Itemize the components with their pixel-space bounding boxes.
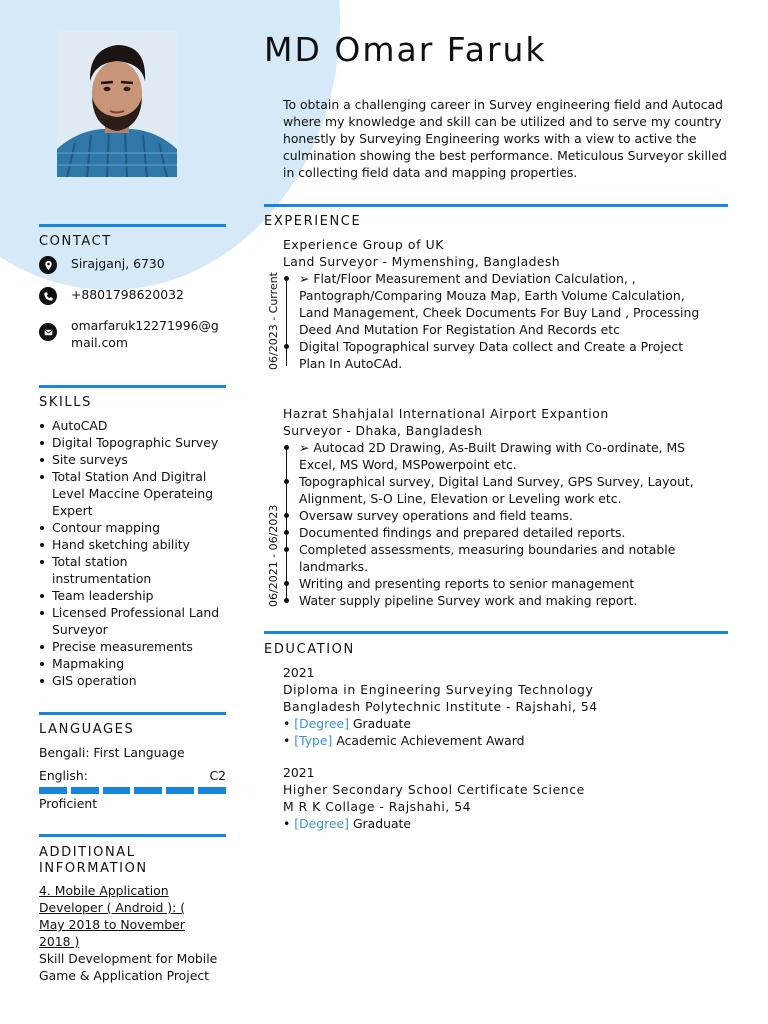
language-bar-segment [103, 787, 131, 794]
contact-location [39, 256, 165, 274]
job-line: Water supply pipeline Survey work and making report. [299, 593, 638, 608]
job-description [299, 270, 729, 372]
job-description [299, 439, 729, 609]
timeline-dot [284, 445, 289, 450]
contact-email [39, 317, 219, 351]
education-year: 2021 [283, 765, 315, 780]
skill-item: Contour mapping [39, 519, 226, 536]
timeline-dot [284, 530, 289, 535]
education-tag-value: Graduate [349, 816, 412, 831]
languages-title: LANGUAGES [39, 722, 135, 737]
phone-icon [39, 287, 57, 305]
education-school: M R K Collage - Rajshahi, 54 [283, 799, 472, 814]
skill-item: AutoCAD [39, 417, 226, 434]
skills-list [39, 417, 226, 689]
education-entry [283, 764, 728, 832]
language-english-label: English: [39, 768, 88, 783]
education-tag-label: [Degree] [294, 816, 350, 831]
education-tag-row [283, 715, 728, 732]
language-english-desc: Proficient [39, 796, 98, 811]
education-tag-label: [Type] [294, 733, 333, 748]
education-divider [264, 631, 728, 634]
job-role: Land Surveyor - Mymenshing, Bangladesh [283, 254, 561, 269]
education-tag-row [283, 815, 728, 832]
job-line: Writing and presenting reports to senior management [299, 576, 635, 591]
education-degree: Higher Secondary School Certificate Science [283, 782, 585, 797]
contact-phone [39, 287, 184, 305]
education-title: EDUCATION [264, 642, 355, 657]
job-company: Hazrat Shahjalal International Airport Expantion [283, 406, 609, 421]
timeline-dot [284, 276, 289, 281]
additional-link-line[interactable]: Developer ( Android ): ( [39, 900, 186, 915]
additional-link-line[interactable]: 4. Mobile Application [39, 883, 169, 898]
contact-title: CONTACT [39, 234, 112, 249]
career-objective: To obtain a challenging career in Survey engineering field and Autocad where my knowledge and skill can be utilized and to serve my country honestly by Surveying Engineering works with a view to active the culmination showing the best performance. Meticulous Surveyor skilled in collecting field data and mapping properties. [283, 97, 727, 180]
bullet-dot: • [283, 716, 295, 731]
timeline-dot [284, 479, 289, 484]
experience-divider [264, 204, 728, 207]
language-bar-segment [134, 787, 162, 794]
languages-divider [39, 712, 226, 715]
education-tag-value: Graduate [349, 716, 412, 731]
job-line: Plan In AutoCAd. [299, 356, 403, 371]
language-bar-segment [198, 787, 226, 794]
education-entry [283, 664, 728, 749]
job-line: Excel, MS Word, MSPowerpoint etc. [299, 457, 517, 472]
skills-divider [39, 385, 226, 388]
job-line: Alignment, S-O Line, Elevation or Leveling work etc. [299, 491, 622, 506]
job-line: ➢ Autocad 2D Drawing, As-Built Drawing with Co-ordinate, MS [299, 440, 686, 455]
skill-item: Digital Topographic Survey [39, 434, 226, 451]
timeline-dot [284, 598, 289, 603]
additional-title-line-1: ADDITIONAL [39, 845, 136, 860]
skill-item: Total station instrumentation [39, 553, 226, 587]
right-column [264, 0, 728, 1024]
education-tag-row [283, 732, 728, 749]
job-dates: 06/2021 - 06/2023 [267, 504, 280, 607]
email-line-1: omarfaruk12271996@g [71, 318, 219, 333]
skill-item: Licensed Professional Land Surveyor [39, 604, 226, 638]
job-line: Pantograph/Comparing Mouza Map, Earth Volume Calculation, [299, 288, 685, 303]
language-bar-segment [166, 787, 194, 794]
timeline-dot [284, 547, 289, 552]
job-line: Digital Topographical survey Data collect and Create a Project [299, 339, 684, 354]
profile-photo [57, 31, 177, 177]
experience-title: EXPERIENCE [264, 214, 362, 229]
job-line: landmarks. [299, 559, 369, 574]
education-year: 2021 [283, 665, 315, 680]
location-text: Sirajganj, 6730 [71, 256, 165, 271]
job-dates: 06/2023 - Current [267, 272, 280, 370]
additional-link-line[interactable]: 2018 ) [39, 934, 80, 949]
language-english-level: C2 [209, 768, 226, 783]
contact-divider [39, 224, 226, 227]
timeline-dot [284, 513, 289, 518]
job-timeline [286, 445, 287, 603]
bullet-dot: • [283, 816, 295, 831]
envelope-icon [39, 323, 57, 341]
additional-text-line: Skill Development for Mobile [39, 951, 218, 966]
skill-item: Precise measurements [39, 638, 226, 655]
job-line: ➢ Flat/Floor Measurement and Deviation Calculation, , [299, 271, 636, 286]
skill-item: Hand sketching ability [39, 536, 226, 553]
email-text[interactable] [71, 317, 219, 351]
job-line: Documented findings and prepared detailed reports. [299, 525, 626, 540]
additional-title-line-2: INFORMATION [39, 861, 148, 876]
job-line: Land Management, Cheek Documents For Buy Land , Processing [299, 305, 700, 320]
job-company: Experience Group of UK [283, 237, 444, 252]
job-line: Oversaw survey operations and field teams. [299, 508, 573, 523]
skill-item: Team leadership [39, 587, 226, 604]
additional-title [39, 845, 148, 877]
skill-item: Mapmaking [39, 655, 226, 672]
phone-text[interactable]: +8801798620032 [71, 287, 184, 302]
additional-text-line: Game & Application Project [39, 968, 209, 983]
candidate-name: MD Omar Faruk [264, 30, 547, 69]
additional-link-line[interactable]: May 2018 to November [39, 917, 185, 932]
education-school: Bangladesh Polytechnic Institute - Rajshahi, 54 [283, 699, 598, 714]
skill-item: Total Station And Digitral Level Maccine Operateing Expert [39, 468, 226, 519]
additional-body [39, 882, 234, 984]
skill-item: GIS operation [39, 672, 226, 689]
person-portrait-icon [57, 31, 177, 177]
job-line: Completed assessments, measuring boundaries and notable [299, 542, 676, 557]
job-line: Topographical survey, Digital Land Survey, GPS Survey, Layout, [299, 474, 694, 489]
location-pin-icon [39, 256, 57, 274]
language-english-row [39, 767, 226, 784]
timeline-dot [284, 581, 289, 586]
email-line-2: mail.com [71, 335, 128, 350]
language-english-bar [39, 787, 226, 794]
job-role: Surveyor - Dhaka, Bangladesh [283, 423, 483, 438]
additional-divider [39, 834, 226, 837]
skills-title: SKILLS [39, 395, 92, 410]
education-degree: Diploma in Engineering Surveying Technology [283, 682, 594, 697]
language-bar-segment [71, 787, 99, 794]
language-bar-segment [39, 787, 67, 794]
education-tag-value: Academic Achievement Award [332, 733, 525, 748]
language-bengali: Bengali: First Language [39, 745, 185, 760]
job-timeline [286, 276, 287, 366]
skill-item: Site surveys [39, 451, 226, 468]
job-line: Deed And Mutation For Registation And Records etc [299, 322, 620, 337]
education-tag-label: [Degree] [294, 716, 350, 731]
timeline-dot [284, 344, 289, 349]
bullet-dot: • [283, 733, 295, 748]
